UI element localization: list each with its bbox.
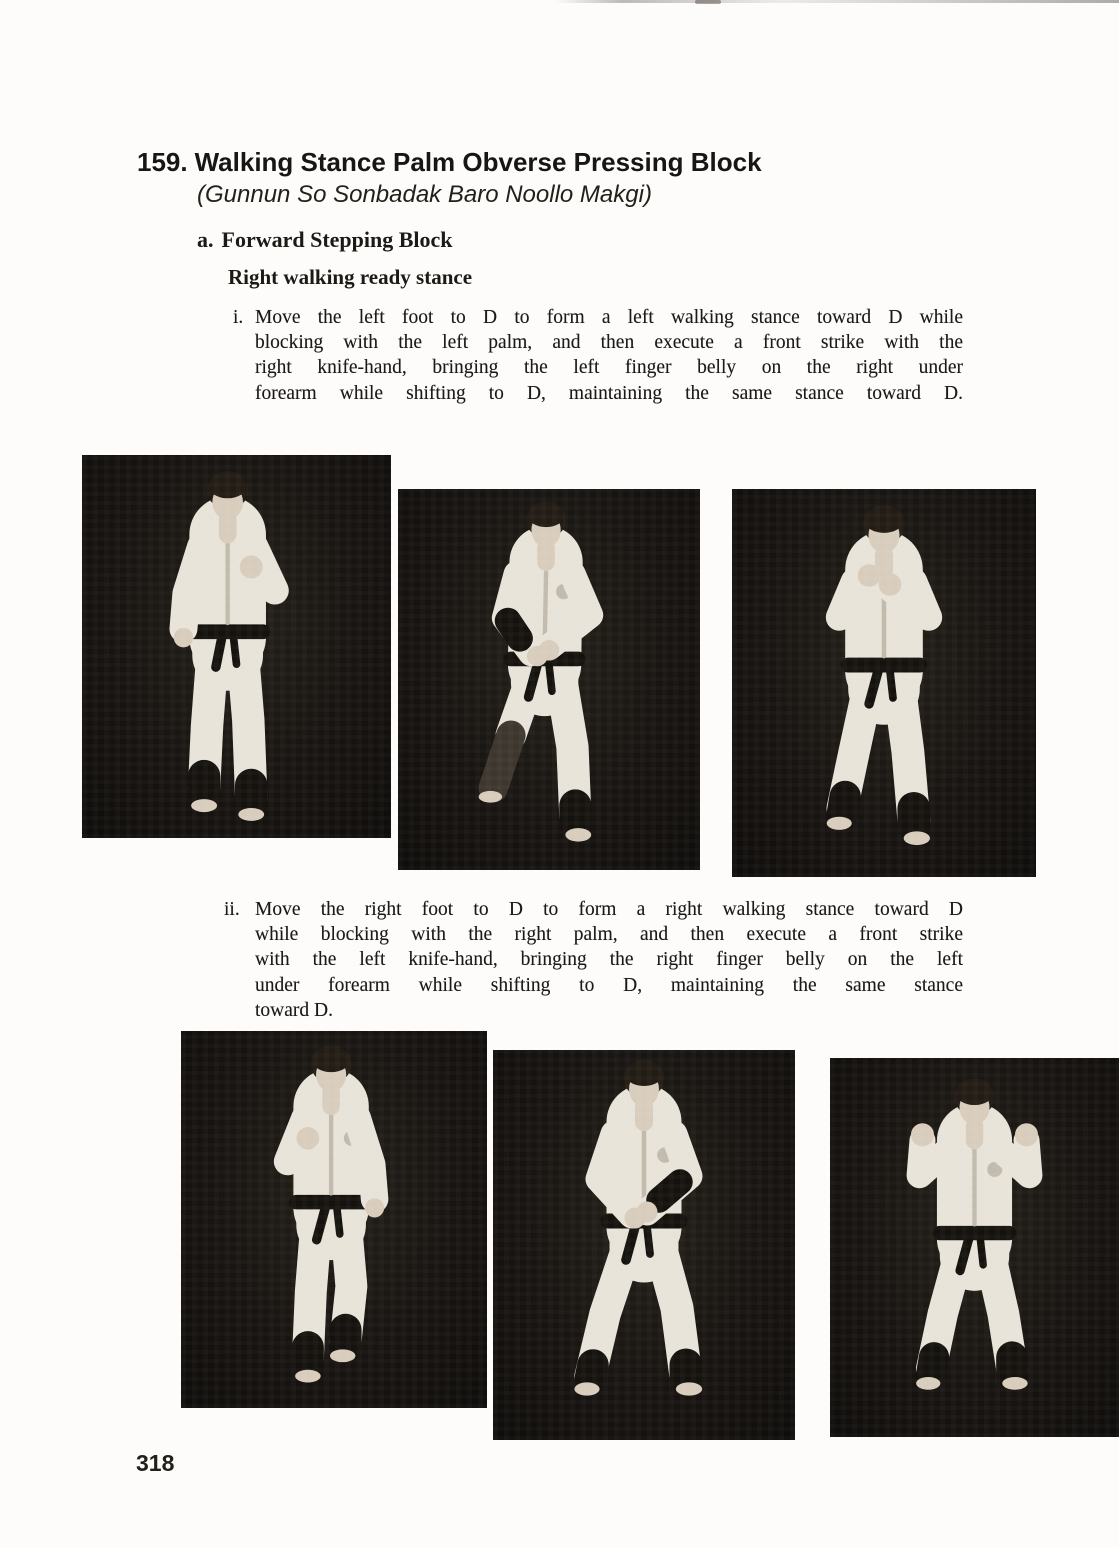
practitioner-figure <box>181 1031 487 1408</box>
step-text-line: blocking with the left palm, and then execute a front strike with the <box>255 332 963 354</box>
technique-photo-step-i-3 <box>732 489 1036 877</box>
step-text-line: while blocking with the right palm, and then execute a front strike <box>255 924 963 946</box>
step-text-line: Move the left foot to D to form a left walking stance toward D while <box>255 307 963 328</box>
section-title: Forward Stepping Block <box>221 227 453 252</box>
practitioner-figure <box>82 455 391 838</box>
section-heading <box>197 227 453 253</box>
page-number: 318 <box>136 1450 175 1476</box>
technique-subtitle-korean: (Gunnun So Sonbadak Baro Noollo Makgi) <box>197 181 652 208</box>
step-ii-marker: ii. <box>224 899 240 920</box>
step-i-marker: i. <box>233 307 244 328</box>
practitioner-figure <box>830 1058 1119 1437</box>
step-text-line: toward D. <box>255 999 333 1021</box>
stance-heading: Right walking ready stance <box>228 265 473 289</box>
step-ii-text <box>255 897 963 1023</box>
practitioner-figure <box>398 489 700 870</box>
technique-number: 159. <box>137 147 188 177</box>
step-text-line: Move the right foot to D to form a right walking stance toward D <box>255 899 963 920</box>
technique-heading <box>137 147 762 177</box>
practitioner-figure <box>732 489 1036 877</box>
step-text-line: forearm while shifting to D, maintaining the same stance toward D. <box>255 382 963 404</box>
step-i-text <box>255 305 963 406</box>
step-text-line: right knife-hand, bringing the left finger belly on the right under <box>255 357 963 379</box>
technique-photo-step-i-2 <box>398 489 700 870</box>
technique-photo-step-ii-2 <box>493 1050 795 1440</box>
technique-title: Walking Stance Palm Obverse Pressing Block <box>194 147 762 177</box>
scan-artifact-top-line <box>555 0 1119 3</box>
technique-photo-step-ii-3 <box>830 1058 1119 1437</box>
technique-photo-step-ii-1 <box>181 1031 487 1408</box>
step-text-line: under forearm while shifting to D, maintaining the same stance <box>255 974 963 996</box>
section-label: a. <box>197 227 214 252</box>
step-text-line: with the left knife-hand, bringing the right finger belly on the left <box>255 949 963 971</box>
practitioner-figure <box>493 1050 795 1440</box>
scan-artifact-smudge <box>695 0 721 4</box>
technique-photo-step-i-1 <box>82 455 391 838</box>
